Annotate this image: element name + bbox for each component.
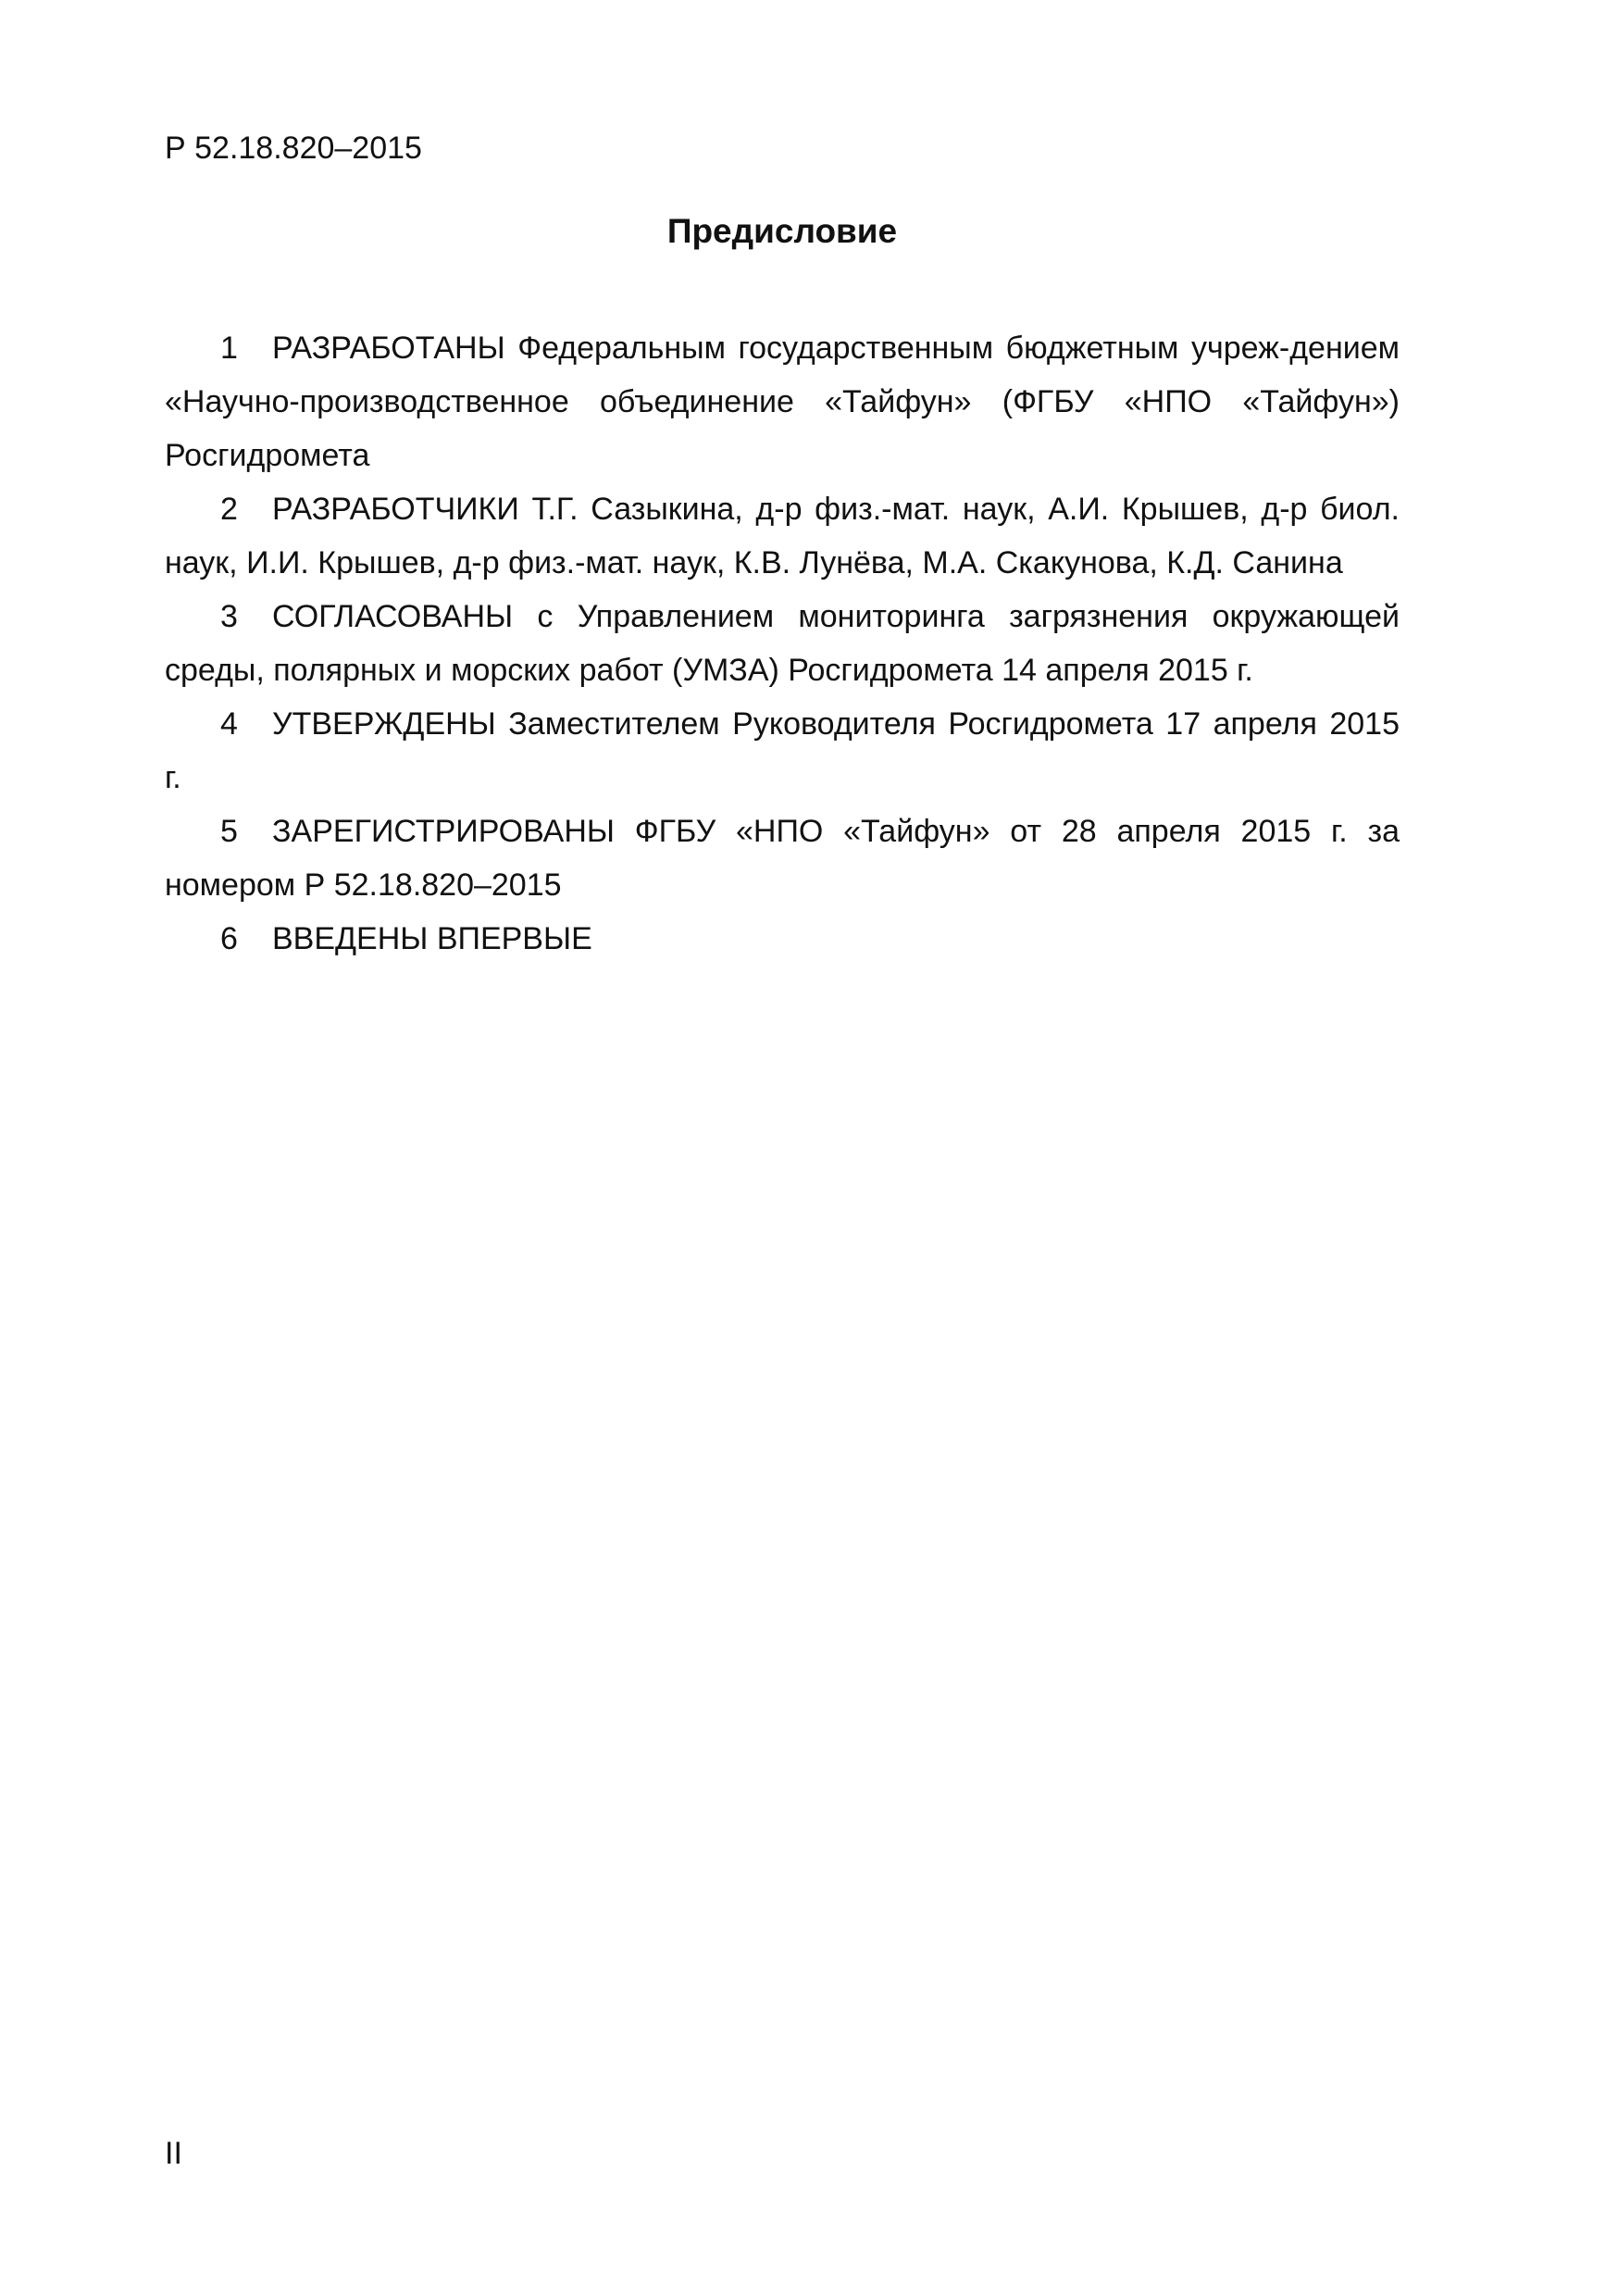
item-text: РАЗРАБОТЧИКИ Т.Г. Сазыкина, д-р физ.-мат. наук, А.И. Крышев, д-р биол. наук, И.И. Крышев, д-р физ.-мат. наук, К.В. Лунёва, М.А. Скакунова, К.Д. Санина	[165, 492, 1400, 580]
item-number: 6	[220, 921, 238, 956]
item-number: 5	[220, 814, 238, 849]
item-text: ЗАРЕГИСТРИРОВАНЫ ФГБУ «НПО «Тайфун» от 28 апреля 2015 г. за номером Р 52.18.820–2015	[165, 814, 1400, 903]
item-text: СОГЛАСОВАНЫ с Управлением мониторинга загрязнения окружающей среды, полярных и морских работ (УМЗА) Росгидромета 14 апреля 2015 г.	[165, 599, 1400, 688]
item-number: 1	[220, 331, 238, 366]
page-number: II	[165, 2136, 182, 2171]
item-text: РАЗРАБОТАНЫ Федеральным государственным бюджетным учреж-дением «Научно-производственное объединение «Тайфун» (ФГБУ «НПО «Тайфун») Росгидромета	[165, 331, 1400, 473]
item-text: УТВЕРЖДЕНЫ Заместителем Руководителя Росгидромета 17 апреля 2015 г.	[165, 706, 1400, 795]
page-title: Предисловие	[666, 212, 898, 250]
foreword-item-1	[165, 321, 1400, 482]
foreword-item-3	[165, 590, 1400, 697]
item-number: 4	[220, 706, 238, 742]
foreword-item-5	[165, 805, 1400, 912]
document-code: Р 52.18.820–2015	[165, 131, 422, 166]
foreword-list	[165, 321, 1400, 966]
item-number: 3	[220, 599, 238, 634]
item-number: 2	[220, 492, 238, 527]
foreword-item-6	[165, 912, 1400, 966]
item-text: ВВЕДЕНЫ ВПЕРВЫЕ	[272, 921, 592, 956]
foreword-item-2	[165, 482, 1400, 590]
foreword-item-4	[165, 697, 1400, 805]
